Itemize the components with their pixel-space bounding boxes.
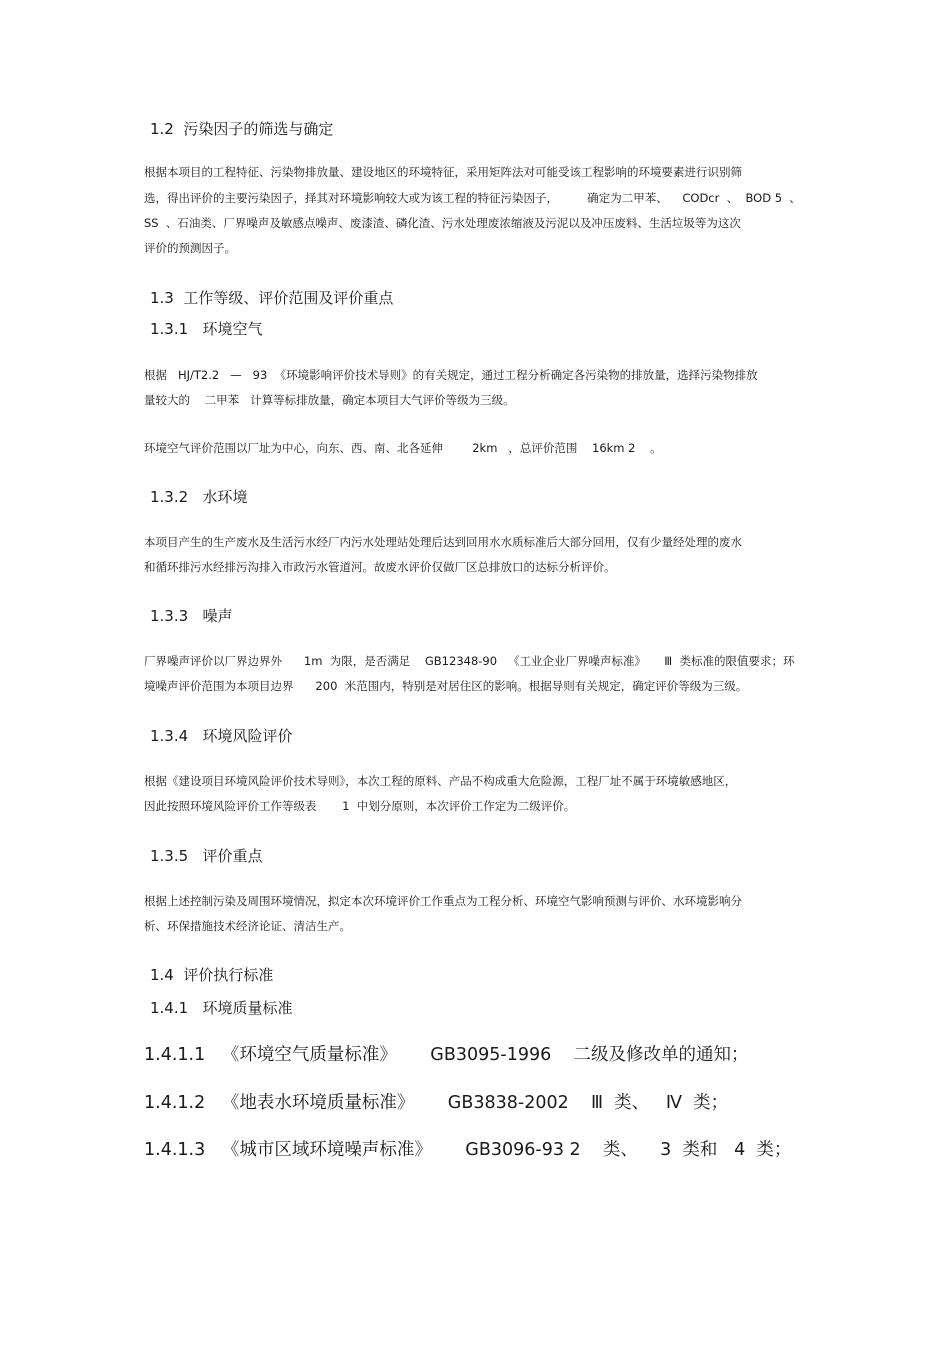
section-1-4-1-heading: 1.4.1 环境质量标准: [150, 999, 293, 1017]
section-1-3-2-line-1: 本项目产生的生产废水及生活污水经厂内污水处理站处理后达到回用水水质标准后大部分回用，仅有少量经处理的废水: [144, 535, 742, 549]
section-1-2-line-4: 评价的预测因子。: [144, 241, 236, 255]
section-1-3-4-line-1: 根据《建设项目环境风险评价技术导则》，本次工程的原料、产品不构成重大危险源，工程厂址不属于环境敏感地区，: [144, 774, 737, 788]
section-1-3-5-heading: 1.3.5 评价重点: [150, 847, 263, 865]
section-1-3-3-heading: 1.3.3 噪声: [150, 607, 233, 625]
section-1-3-1-line-3: 环境空气评价范围以厂址为中心，向东、西、南、北各延伸 2km ，总评价范围 16km 2 。: [144, 441, 662, 455]
section-1-3-1-heading: 1.3.1 环境空气: [150, 320, 263, 338]
section-1-3-1-line-1: 根据 HJ/T2.2 — 93 《环境影响评价技术导则》的有关规定，通过工程分析确定各污染物的排放量，选择污染物排放: [144, 368, 758, 382]
section-1-2-heading: 1.2 污染因子的筛选与确定: [150, 120, 334, 138]
section-1-3-4-line-2: 因此按照环境风险评价工作等级表 1 中划分原则，本次评价工作定为二级评价。: [144, 799, 576, 813]
standard-item-3: 1.4.1.3 《城市区域环境噪声标准》 GB3096-93 2 类、 3 类和 4 类；: [144, 1140, 792, 1160]
section-1-3-heading: 1.3 工作等级、评价范围及评价重点: [150, 289, 394, 307]
section-1-3-5-line-1: 根据上述控制污染及周围环境情况，拟定本次环境评价工作重点为工程分析、环境空气影响预测与评价、水环境影响分: [144, 894, 742, 908]
section-1-4-heading: 1.4 评价执行标准: [150, 966, 274, 984]
section-1-3-1-line-2: 量较大的 二甲苯 计算等标排放量，确定本项目大气评价等级为三级。: [144, 393, 515, 407]
section-1-3-4-heading: 1.3.4 环境风险评价: [150, 727, 293, 745]
section-1-2-line-2: 选，得出评价的主要污染因子，择其对环境影响较大或为该工程的特征污染因子， 确定为二甲苯、 CODcr 、 BOD 5 、: [144, 191, 801, 205]
section-1-3-3-line-2: 境噪声评价范围为本项目边界 200 米范围内，特别是对居住区的影响。根据导则有关规定，确定评价等级为三级。: [144, 679, 748, 693]
section-1-2-line-1: 根据本项目的工程特征、污染物排放量、建设地区的环境特征，采用矩阵法对可能受该工程影响的环境要素进行识别筛: [144, 165, 742, 179]
section-1-3-2-heading: 1.3.2 水环境: [150, 488, 248, 506]
standard-item-2: 1.4.1.2 《地表水环境质量标准》 GB3838-2002 Ⅲ 类、 Ⅳ 类；: [144, 1093, 729, 1113]
section-1-3-5-line-2: 析、环保措施技术经济论证、清洁生产。: [144, 919, 351, 933]
standard-item-1: 1.4.1.1 《环境空气质量标准》 GB3095-1996 二级及修改单的通知；: [144, 1045, 749, 1065]
section-1-3-3-line-1: 厂界噪声评价以厂界边界外 1m 为限，是否满足 GB12348-90 《工业企业厂界噪声标准》 Ⅲ 类标准的限值要求；环: [144, 654, 795, 668]
section-1-2-line-3: SS 、石油类、厂界噪声及敏感点噪声、废漆渣、磷化渣、污水处理废浓缩液及污泥以及冲压废料、生活垃圾等为这次: [144, 216, 741, 230]
section-1-3-2-line-2: 和循环排污水经排污沟排入市政污水管道河。故废水评价仅做厂区总排放口的达标分析评价。: [144, 560, 616, 574]
